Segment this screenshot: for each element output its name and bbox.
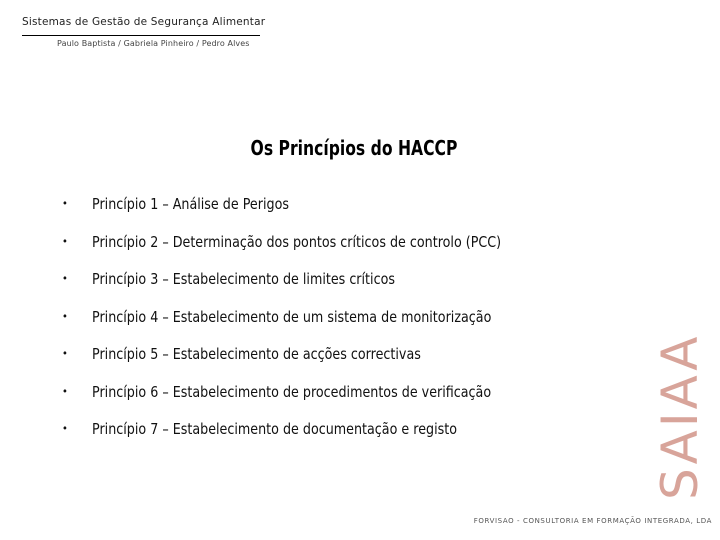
principle-3-text: Princípio 3 – Estabelecimento de limites críticos <box>92 270 395 288</box>
header-title: Sistemas de Gestão de Segurança Alimentar <box>22 16 266 28</box>
list-item <box>62 268 652 306</box>
principles-list <box>62 193 652 456</box>
bullet-icon: • <box>62 234 68 248</box>
principle-6-text: Princípio 6 – Estabelecimento de procedimentos de verificação <box>92 382 492 401</box>
principle-5-text: Princípio 5 – Estabelecimento de acções correctivas <box>92 345 421 363</box>
list-item <box>62 418 652 456</box>
bullet-icon: • <box>62 347 68 360</box>
list-item <box>62 231 652 269</box>
list-item <box>62 343 652 381</box>
principle-2-text: Princípio 2 – Determinação dos pontos críticos de controlo (PCC) <box>92 232 502 251</box>
footer-company: FORVISAO - CONSULTORIA EM FORMAÇÃO INTEGRADA, LDA <box>473 517 712 525</box>
bullet-icon: • <box>62 309 68 323</box>
list-item <box>62 381 652 419</box>
slide-title: Os Princípios do HACCP <box>250 136 458 160</box>
principle-7-text: Princípio 7 – Estabelecimento de documentação e registo <box>92 420 458 438</box>
bullet-icon: • <box>62 422 68 435</box>
header-divider <box>22 35 260 36</box>
list-item <box>62 193 652 231</box>
principle-4-text: Princípio 4 – Estabelecimento de um sistema de monitorização <box>92 307 492 326</box>
header-authors: Paulo Baptista / Gabriela Pinheiro / Pedro Alves <box>57 39 250 48</box>
bullet-icon: • <box>62 272 68 285</box>
principle-1-text: Princípio 1 – Análise de Perigos <box>92 195 289 213</box>
bullet-icon: • <box>62 197 68 210</box>
bullet-icon: • <box>62 384 68 398</box>
list-item <box>62 306 652 344</box>
saiaa-logo: SAIAA <box>651 333 709 500</box>
